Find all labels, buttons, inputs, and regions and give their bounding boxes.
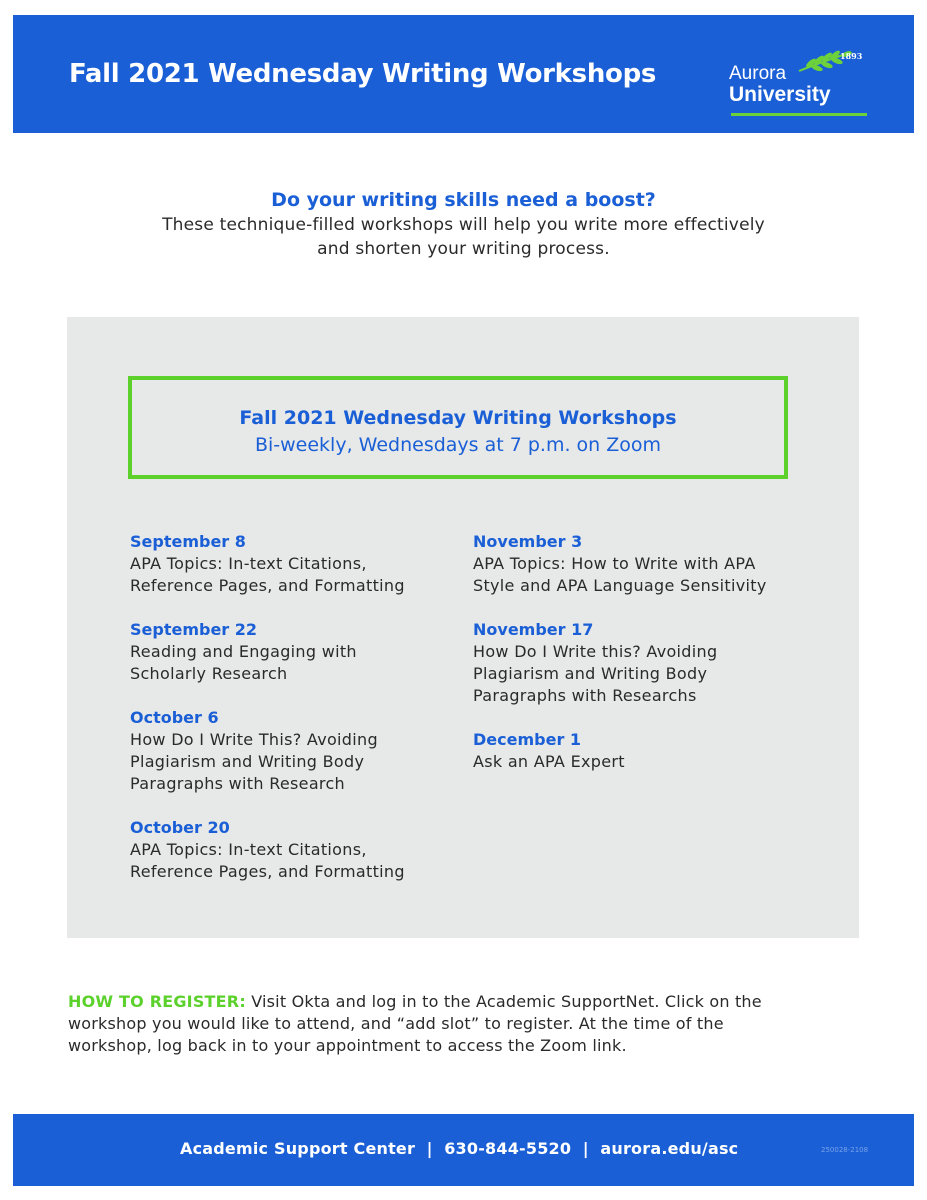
event-date: November 3 [473,532,583,551]
event-date: September 22 [130,620,258,639]
footer-separator: | [582,1139,589,1158]
footer-contact [180,1139,738,1158]
header-band [13,15,914,133]
register-text-1: Visit Okta and log in to the Academic SupportNet. Click on the [245,992,762,1011]
event-date: October 20 [130,818,230,837]
event-topic-line: APA Topics: In-text Citations, [130,554,367,573]
footer-print-code: 250028-2108 [821,1146,869,1154]
intro-question: Do your writing skills need a boost? [271,189,656,211]
event-date: October 6 [130,708,219,727]
footer-center-name: Academic Support Center [180,1139,416,1158]
event-topic-line: Plagiarism and Writing Body [130,752,365,771]
event-topic-line: Scholarly Research [130,664,288,683]
event-topic-line: Plagiarism and Writing Body [473,664,708,683]
schedule-column-left [130,531,470,883]
box-subtitle: Bi-weekly, Wednesdays at 7 p.m. on Zoom [254,434,662,456]
event-topic-line: How Do I Write This? Avoiding [130,730,378,749]
footer-band [13,1114,914,1186]
event-topic-line: Paragraphs with Researchs [473,686,697,705]
register-lead: HOW TO REGISTER: [68,992,246,1011]
intro-section [0,187,927,261]
event-topic-line: Style and APA Language Sensitivity [473,576,767,595]
event-topic-line: How Do I Write this? Avoiding [473,642,718,661]
footer-phone[interactable]: 630-844-5520 [444,1139,572,1158]
footer-separator: | [426,1139,433,1158]
event-sep-22 [130,619,470,685]
event-topic-line: APA Topics: In-text Citations, [130,840,367,859]
how-to-register [68,991,858,1057]
intro-line-1: These technique-filled workshops will help you write more effectively [162,215,765,235]
register-line-1 [68,991,858,1013]
logo-word-university: University [729,83,831,106]
header-title: Fall 2021 Wednesday Writing Workshops [69,59,657,89]
event-topic-line: Reference Pages, and Formatting [130,576,405,595]
event-nov-3 [473,531,813,597]
footer-url-link[interactable]: aurora.edu/asc [600,1139,739,1158]
event-date: September 8 [130,532,246,551]
event-topic-line: Reference Pages, and Formatting [130,862,405,881]
event-topic-line: Reading and Engaging with [130,642,357,661]
event-topic-line: Ask an APA Expert [473,752,625,771]
event-topic-line: Paragraphs with Research [130,774,345,793]
event-date: December 1 [473,730,582,749]
logo-underline [731,113,867,116]
box-title: Fall 2021 Wednesday Writing Workshops [239,407,677,429]
logo-year: 1893 [840,51,863,61]
register-line-2: workshop you would like to attend, and “add slot” to register. At the time of the [68,1014,724,1033]
event-oct-6 [130,707,470,795]
schedule-column-right [473,531,813,773]
intro-line-2: and shorten your writing process. [317,239,610,259]
register-line-3: workshop, log back in to your appointment to access the Zoom link. [68,1036,627,1055]
event-sep-8 [130,531,470,597]
aurora-university-logo [727,31,877,125]
schedule-panel [67,317,859,938]
logo-word-aurora: Aurora [729,63,787,84]
event-nov-17 [473,619,813,707]
event-date: November 17 [473,620,594,639]
workshop-title-box [128,376,788,479]
event-oct-20 [130,817,470,883]
event-topic-line: APA Topics: How to Write with APA [473,554,756,573]
event-dec-1 [473,729,813,773]
